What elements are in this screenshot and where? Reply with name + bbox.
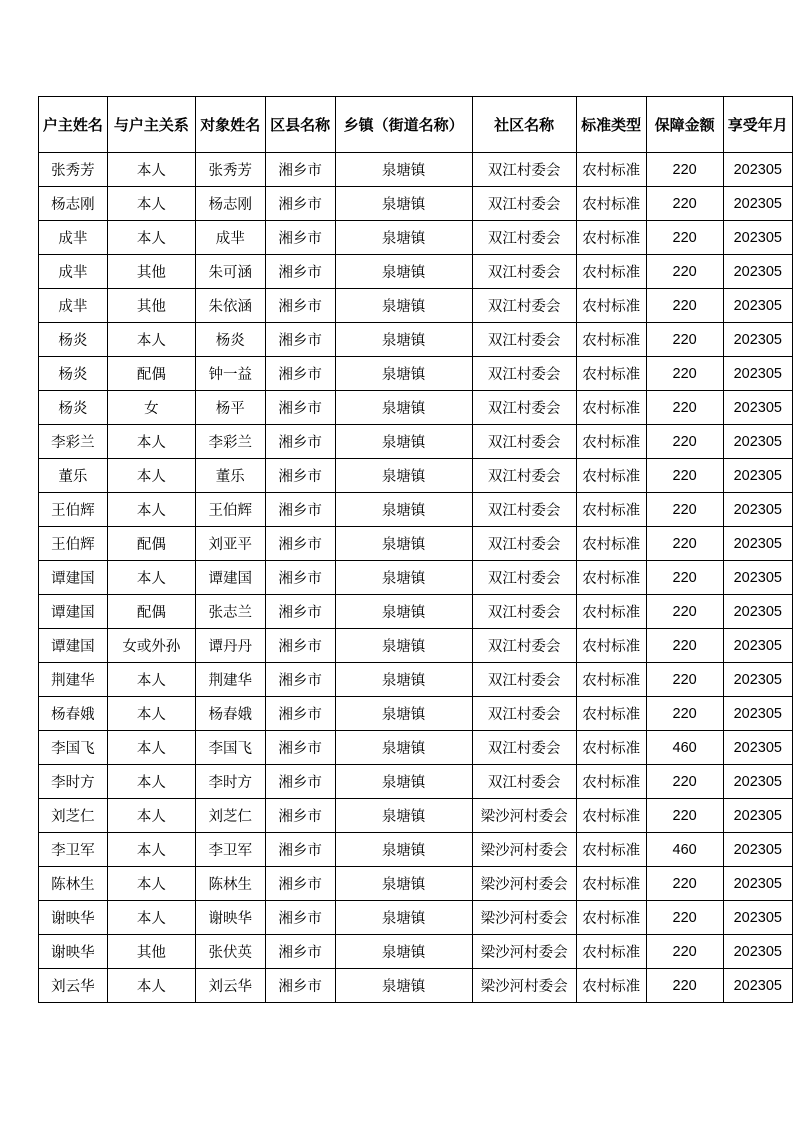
cell-recipient-name: 刘云华 [195, 969, 265, 1003]
cell-amount: 220 [646, 187, 723, 221]
cell-amount: 220 [646, 867, 723, 901]
cell-year-month: 202305 [723, 187, 792, 221]
table-row [39, 935, 793, 969]
cell-standard-type: 农村标准 [576, 391, 646, 425]
cell-householder-name: 刘芝仁 [39, 799, 108, 833]
cell-township: 泉塘镇 [335, 323, 472, 357]
cell-community: 梁沙河村委会 [472, 833, 576, 867]
cell-township: 泉塘镇 [335, 221, 472, 255]
cell-year-month: 202305 [723, 221, 792, 255]
cell-county: 湘乡市 [265, 935, 335, 969]
header-householder-name: 户主姓名 [39, 97, 108, 153]
cell-community: 双江村委会 [472, 187, 576, 221]
cell-relation: 配偶 [107, 527, 195, 561]
cell-relation: 本人 [107, 187, 195, 221]
cell-standard-type: 农村标准 [576, 459, 646, 493]
cell-householder-name: 成芈 [39, 221, 108, 255]
cell-year-month: 202305 [723, 357, 792, 391]
table-body [39, 153, 793, 1003]
cell-relation: 本人 [107, 561, 195, 595]
cell-recipient-name: 朱可涵 [195, 255, 265, 289]
table-header-row [39, 97, 793, 153]
cell-township: 泉塘镇 [335, 493, 472, 527]
header-recipient-name: 对象姓名 [195, 97, 265, 153]
cell-standard-type: 农村标准 [576, 561, 646, 595]
cell-recipient-name: 钟一益 [195, 357, 265, 391]
cell-community: 双江村委会 [472, 697, 576, 731]
cell-recipient-name: 成芈 [195, 221, 265, 255]
cell-township: 泉塘镇 [335, 255, 472, 289]
table-row [39, 425, 793, 459]
cell-community: 双江村委会 [472, 527, 576, 561]
cell-county: 湘乡市 [265, 357, 335, 391]
cell-township: 泉塘镇 [335, 901, 472, 935]
cell-householder-name: 李国飞 [39, 731, 108, 765]
table-row [39, 969, 793, 1003]
cell-county: 湘乡市 [265, 153, 335, 187]
cell-householder-name: 张秀芳 [39, 153, 108, 187]
header-relation: 与户主关系 [107, 97, 195, 153]
cell-county: 湘乡市 [265, 595, 335, 629]
cell-relation: 配偶 [107, 357, 195, 391]
cell-township: 泉塘镇 [335, 799, 472, 833]
cell-township: 泉塘镇 [335, 561, 472, 595]
cell-community: 双江村委会 [472, 663, 576, 697]
table-row [39, 357, 793, 391]
cell-county: 湘乡市 [265, 629, 335, 663]
cell-relation: 本人 [107, 221, 195, 255]
cell-standard-type: 农村标准 [576, 221, 646, 255]
cell-township: 泉塘镇 [335, 459, 472, 493]
cell-amount: 220 [646, 323, 723, 357]
cell-amount: 460 [646, 731, 723, 765]
cell-township: 泉塘镇 [335, 357, 472, 391]
cell-householder-name: 谭建国 [39, 629, 108, 663]
cell-householder-name: 杨炎 [39, 357, 108, 391]
cell-relation: 其他 [107, 255, 195, 289]
cell-year-month: 202305 [723, 731, 792, 765]
cell-community: 双江村委会 [472, 731, 576, 765]
cell-year-month: 202305 [723, 969, 792, 1003]
benefit-table [38, 96, 793, 1003]
cell-township: 泉塘镇 [335, 969, 472, 1003]
cell-year-month: 202305 [723, 799, 792, 833]
table-row [39, 187, 793, 221]
cell-householder-name: 王伯辉 [39, 493, 108, 527]
cell-county: 湘乡市 [265, 459, 335, 493]
cell-amount: 220 [646, 697, 723, 731]
header-community: 社区名称 [472, 97, 576, 153]
cell-householder-name: 杨春娥 [39, 697, 108, 731]
cell-recipient-name: 刘芝仁 [195, 799, 265, 833]
cell-householder-name: 李卫军 [39, 833, 108, 867]
cell-householder-name: 谢映华 [39, 901, 108, 935]
header-year-month: 享受年月 [723, 97, 792, 153]
cell-year-month: 202305 [723, 697, 792, 731]
cell-standard-type: 农村标准 [576, 595, 646, 629]
table-row [39, 459, 793, 493]
table-row [39, 765, 793, 799]
cell-county: 湘乡市 [265, 289, 335, 323]
cell-community: 梁沙河村委会 [472, 969, 576, 1003]
cell-township: 泉塘镇 [335, 697, 472, 731]
cell-amount: 220 [646, 765, 723, 799]
cell-year-month: 202305 [723, 493, 792, 527]
cell-recipient-name: 朱依涵 [195, 289, 265, 323]
cell-amount: 220 [646, 391, 723, 425]
cell-householder-name: 李时方 [39, 765, 108, 799]
cell-community: 双江村委会 [472, 289, 576, 323]
cell-householder-name: 成芈 [39, 255, 108, 289]
cell-county: 湘乡市 [265, 221, 335, 255]
cell-recipient-name: 王伯辉 [195, 493, 265, 527]
cell-county: 湘乡市 [265, 765, 335, 799]
cell-community: 双江村委会 [472, 255, 576, 289]
cell-county: 湘乡市 [265, 833, 335, 867]
cell-relation: 本人 [107, 663, 195, 697]
cell-recipient-name: 张志兰 [195, 595, 265, 629]
cell-relation: 本人 [107, 697, 195, 731]
cell-recipient-name: 杨志刚 [195, 187, 265, 221]
cell-county: 湘乡市 [265, 901, 335, 935]
cell-relation: 女 [107, 391, 195, 425]
cell-year-month: 202305 [723, 935, 792, 969]
cell-householder-name: 成芈 [39, 289, 108, 323]
cell-householder-name: 杨炎 [39, 391, 108, 425]
cell-amount: 220 [646, 901, 723, 935]
cell-township: 泉塘镇 [335, 391, 472, 425]
cell-year-month: 202305 [723, 561, 792, 595]
cell-relation: 本人 [107, 833, 195, 867]
table-row [39, 833, 793, 867]
cell-recipient-name: 刘亚平 [195, 527, 265, 561]
cell-amount: 220 [646, 527, 723, 561]
cell-standard-type: 农村标准 [576, 867, 646, 901]
cell-standard-type: 农村标准 [576, 969, 646, 1003]
cell-recipient-name: 谭建国 [195, 561, 265, 595]
cell-county: 湘乡市 [265, 969, 335, 1003]
cell-county: 湘乡市 [265, 323, 335, 357]
cell-county: 湘乡市 [265, 697, 335, 731]
cell-township: 泉塘镇 [335, 425, 472, 459]
cell-county: 湘乡市 [265, 561, 335, 595]
cell-year-month: 202305 [723, 867, 792, 901]
cell-township: 泉塘镇 [335, 765, 472, 799]
header-amount: 保障金额 [646, 97, 723, 153]
cell-standard-type: 农村标准 [576, 425, 646, 459]
cell-county: 湘乡市 [265, 187, 335, 221]
cell-standard-type: 农村标准 [576, 697, 646, 731]
cell-year-month: 202305 [723, 901, 792, 935]
cell-year-month: 202305 [723, 391, 792, 425]
cell-householder-name: 杨炎 [39, 323, 108, 357]
cell-householder-name: 陈林生 [39, 867, 108, 901]
cell-householder-name: 刘云华 [39, 969, 108, 1003]
cell-standard-type: 农村标准 [576, 255, 646, 289]
cell-householder-name: 李彩兰 [39, 425, 108, 459]
cell-amount: 220 [646, 595, 723, 629]
cell-relation: 本人 [107, 425, 195, 459]
cell-year-month: 202305 [723, 425, 792, 459]
cell-township: 泉塘镇 [335, 867, 472, 901]
cell-year-month: 202305 [723, 663, 792, 697]
cell-community: 双江村委会 [472, 561, 576, 595]
cell-relation: 本人 [107, 323, 195, 357]
cell-year-month: 202305 [723, 153, 792, 187]
cell-community: 双江村委会 [472, 493, 576, 527]
cell-standard-type: 农村标准 [576, 323, 646, 357]
cell-householder-name: 荆建华 [39, 663, 108, 697]
cell-year-month: 202305 [723, 765, 792, 799]
table-row [39, 561, 793, 595]
cell-relation: 其他 [107, 935, 195, 969]
cell-amount: 220 [646, 255, 723, 289]
cell-township: 泉塘镇 [335, 629, 472, 663]
cell-community: 双江村委会 [472, 357, 576, 391]
cell-relation: 本人 [107, 731, 195, 765]
cell-year-month: 202305 [723, 255, 792, 289]
cell-householder-name: 董乐 [39, 459, 108, 493]
cell-relation: 女或外孙 [107, 629, 195, 663]
cell-township: 泉塘镇 [335, 833, 472, 867]
cell-householder-name: 杨志刚 [39, 187, 108, 221]
cell-community: 梁沙河村委会 [472, 867, 576, 901]
cell-standard-type: 农村标准 [576, 629, 646, 663]
cell-amount: 220 [646, 425, 723, 459]
cell-recipient-name: 张秀芳 [195, 153, 265, 187]
cell-standard-type: 农村标准 [576, 799, 646, 833]
cell-amount: 220 [646, 493, 723, 527]
cell-community: 双江村委会 [472, 153, 576, 187]
cell-amount: 220 [646, 289, 723, 323]
table-row [39, 527, 793, 561]
cell-relation: 本人 [107, 153, 195, 187]
cell-township: 泉塘镇 [335, 595, 472, 629]
cell-amount: 220 [646, 357, 723, 391]
cell-householder-name: 王伯辉 [39, 527, 108, 561]
table-row [39, 799, 793, 833]
cell-recipient-name: 李彩兰 [195, 425, 265, 459]
cell-amount: 220 [646, 629, 723, 663]
cell-community: 双江村委会 [472, 629, 576, 663]
cell-year-month: 202305 [723, 323, 792, 357]
cell-recipient-name: 张伏英 [195, 935, 265, 969]
cell-standard-type: 农村标准 [576, 765, 646, 799]
cell-relation: 本人 [107, 765, 195, 799]
cell-amount: 220 [646, 935, 723, 969]
cell-amount: 220 [646, 799, 723, 833]
cell-relation: 其他 [107, 289, 195, 323]
cell-community: 双江村委会 [472, 323, 576, 357]
cell-township: 泉塘镇 [335, 935, 472, 969]
cell-recipient-name: 谭丹丹 [195, 629, 265, 663]
cell-recipient-name: 杨春娥 [195, 697, 265, 731]
cell-standard-type: 农村标准 [576, 357, 646, 391]
cell-township: 泉塘镇 [335, 527, 472, 561]
cell-relation: 本人 [107, 901, 195, 935]
cell-township: 泉塘镇 [335, 663, 472, 697]
cell-relation: 本人 [107, 799, 195, 833]
cell-community: 梁沙河村委会 [472, 799, 576, 833]
table-row [39, 901, 793, 935]
table-row [39, 255, 793, 289]
cell-township: 泉塘镇 [335, 289, 472, 323]
header-county: 区县名称 [265, 97, 335, 153]
cell-recipient-name: 陈林生 [195, 867, 265, 901]
cell-community: 双江村委会 [472, 425, 576, 459]
cell-recipient-name: 杨炎 [195, 323, 265, 357]
cell-householder-name: 谭建国 [39, 561, 108, 595]
cell-amount: 220 [646, 969, 723, 1003]
cell-recipient-name: 杨平 [195, 391, 265, 425]
table-row [39, 663, 793, 697]
cell-county: 湘乡市 [265, 391, 335, 425]
cell-standard-type: 农村标准 [576, 935, 646, 969]
header-standard-type: 标准类型 [576, 97, 646, 153]
cell-amount: 220 [646, 663, 723, 697]
cell-community: 双江村委会 [472, 391, 576, 425]
header-township: 乡镇（街道名称） [335, 97, 472, 153]
table-row [39, 153, 793, 187]
cell-standard-type: 农村标准 [576, 901, 646, 935]
table-row [39, 221, 793, 255]
cell-year-month: 202305 [723, 629, 792, 663]
cell-recipient-name: 荆建华 [195, 663, 265, 697]
cell-year-month: 202305 [723, 289, 792, 323]
cell-county: 湘乡市 [265, 867, 335, 901]
table-row [39, 391, 793, 425]
cell-standard-type: 农村标准 [576, 493, 646, 527]
cell-community: 双江村委会 [472, 221, 576, 255]
cell-township: 泉塘镇 [335, 153, 472, 187]
cell-relation: 配偶 [107, 595, 195, 629]
cell-community: 双江村委会 [472, 595, 576, 629]
table-row [39, 867, 793, 901]
cell-year-month: 202305 [723, 595, 792, 629]
cell-standard-type: 农村标准 [576, 663, 646, 697]
cell-township: 泉塘镇 [335, 731, 472, 765]
cell-standard-type: 农村标准 [576, 731, 646, 765]
cell-year-month: 202305 [723, 459, 792, 493]
table-row [39, 697, 793, 731]
cell-amount: 220 [646, 221, 723, 255]
table-row [39, 595, 793, 629]
cell-recipient-name: 李卫军 [195, 833, 265, 867]
cell-recipient-name: 李时方 [195, 765, 265, 799]
cell-county: 湘乡市 [265, 255, 335, 289]
cell-householder-name: 谢映华 [39, 935, 108, 969]
table-row [39, 323, 793, 357]
cell-county: 湘乡市 [265, 663, 335, 697]
cell-amount: 220 [646, 459, 723, 493]
cell-standard-type: 农村标准 [576, 527, 646, 561]
cell-relation: 本人 [107, 969, 195, 1003]
cell-county: 湘乡市 [265, 425, 335, 459]
cell-recipient-name: 谢映华 [195, 901, 265, 935]
cell-community: 梁沙河村委会 [472, 935, 576, 969]
cell-standard-type: 农村标准 [576, 153, 646, 187]
cell-county: 湘乡市 [265, 527, 335, 561]
cell-recipient-name: 李国飞 [195, 731, 265, 765]
table-row [39, 493, 793, 527]
cell-recipient-name: 董乐 [195, 459, 265, 493]
cell-householder-name: 谭建国 [39, 595, 108, 629]
table-row [39, 629, 793, 663]
cell-township: 泉塘镇 [335, 187, 472, 221]
cell-community: 双江村委会 [472, 459, 576, 493]
table-row [39, 731, 793, 765]
cell-standard-type: 农村标准 [576, 187, 646, 221]
cell-county: 湘乡市 [265, 799, 335, 833]
cell-standard-type: 农村标准 [576, 833, 646, 867]
cell-amount: 220 [646, 561, 723, 595]
cell-community: 双江村委会 [472, 765, 576, 799]
cell-relation: 本人 [107, 493, 195, 527]
cell-county: 湘乡市 [265, 493, 335, 527]
cell-county: 湘乡市 [265, 731, 335, 765]
cell-relation: 本人 [107, 459, 195, 493]
cell-standard-type: 农村标准 [576, 289, 646, 323]
table-row [39, 289, 793, 323]
cell-year-month: 202305 [723, 833, 792, 867]
cell-relation: 本人 [107, 867, 195, 901]
cell-amount: 220 [646, 153, 723, 187]
cell-amount: 460 [646, 833, 723, 867]
cell-year-month: 202305 [723, 527, 792, 561]
cell-community: 梁沙河村委会 [472, 901, 576, 935]
